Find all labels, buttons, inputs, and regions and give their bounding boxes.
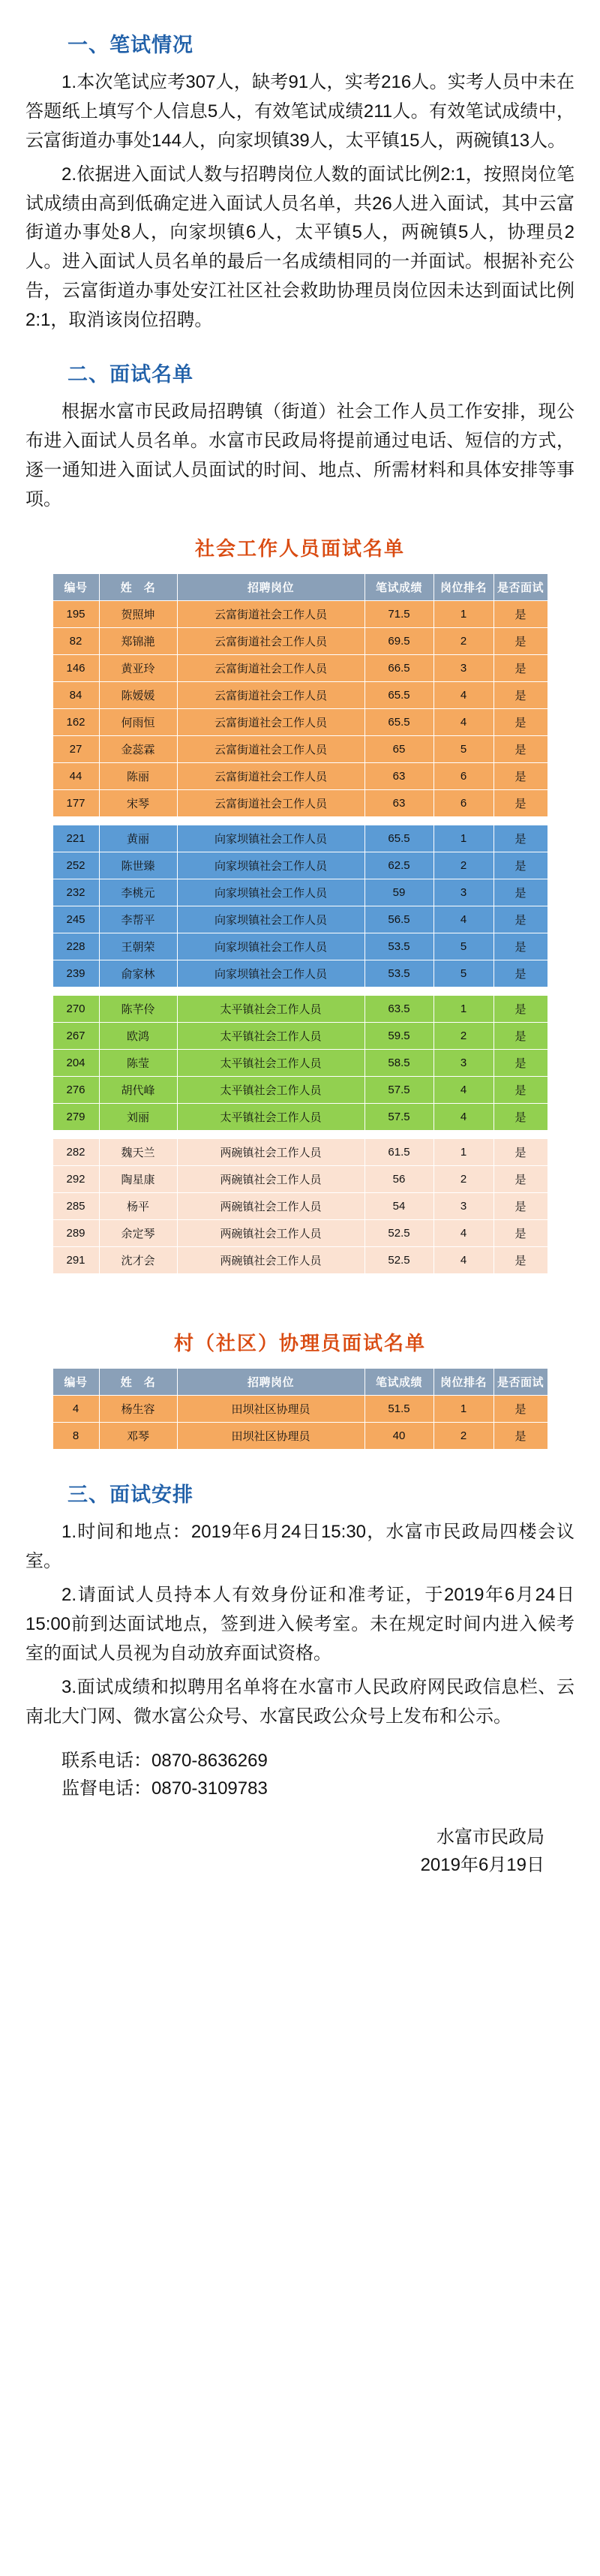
table-cell: 沈才会 xyxy=(99,1247,177,1274)
table-row xyxy=(52,736,548,763)
table-cell: 是 xyxy=(494,1193,548,1220)
table-cell: 1 xyxy=(434,1396,494,1423)
table1-header-cell: 编号 xyxy=(52,574,99,601)
table-cell: 杨生容 xyxy=(99,1396,177,1423)
table-row xyxy=(52,960,548,987)
table-cell: 61.5 xyxy=(364,1139,434,1166)
table-cell: 51.5 xyxy=(364,1396,434,1423)
table2-header-cell: 姓 名 xyxy=(99,1369,177,1396)
table-cell: 66.5 xyxy=(364,655,434,682)
paragraph-exam-2: 2.依据进入面试人数与招聘岗位人数的面试比例2:1，按照岗位笔试成绩由高到低确定进入面试人员名单，共26人进入面试，其中云富街道办事处8人，向家坝镇6人，太平镇5人，两碗镇5人，协理员2人。进入面试人员名单的最后一名成绩相同的一并面试。根据补充公告，云富街道办事处安江社区社会救助协理员岗位因未达到面试比例2:1，取消该岗位招聘。 xyxy=(26,164,574,330)
table-cell: 276 xyxy=(52,1077,99,1104)
table-cell: 289 xyxy=(52,1220,99,1247)
table-group-gap-cell xyxy=(52,987,548,996)
table-cell: 是 xyxy=(494,682,548,709)
table-cell: 1 xyxy=(434,1139,494,1166)
table-cell: 71.5 xyxy=(364,601,434,628)
signature-date: 2019年6月19日 xyxy=(420,1855,544,1876)
table-row xyxy=(52,825,548,852)
table-cell: 欧鸿 xyxy=(99,1023,177,1050)
table-cell: 6 xyxy=(434,790,494,817)
table-cell: 是 xyxy=(494,601,548,628)
table-cell: 是 xyxy=(494,1077,548,1104)
table-cell: 是 xyxy=(494,933,548,960)
table-cell: 195 xyxy=(52,601,99,628)
table-cell: 是 xyxy=(494,906,548,933)
table-cell: 4 xyxy=(434,906,494,933)
table-cell: 贺照坤 xyxy=(99,601,177,628)
table-cell: 陈芊伶 xyxy=(99,996,177,1023)
table-cell: 2 xyxy=(434,1166,494,1193)
table-cell: 57.5 xyxy=(364,1104,434,1131)
contact-phone: 联系电话：0870-8636269 xyxy=(62,1750,268,1771)
table-cell: 4 xyxy=(434,682,494,709)
table-row xyxy=(52,1220,548,1247)
coordinators-table xyxy=(52,1368,548,1450)
table-cell: 53.5 xyxy=(364,960,434,987)
table1-body xyxy=(52,601,548,1274)
table-cell: 221 xyxy=(52,825,99,852)
table-cell: 2 xyxy=(434,852,494,879)
table2-header-cell: 编号 xyxy=(52,1369,99,1396)
table-cell: 郑锦滟 xyxy=(99,628,177,655)
table-cell: 232 xyxy=(52,879,99,906)
table-cell: 黄丽 xyxy=(99,825,177,852)
table1-title: 社会工作人员面试名单 xyxy=(194,537,405,561)
table-cell: 太平镇社会工作人员 xyxy=(177,1050,364,1077)
table-cell: 是 xyxy=(494,1423,548,1450)
table-cell: 杨平 xyxy=(99,1193,177,1220)
table-cell: 是 xyxy=(494,655,548,682)
table-row xyxy=(52,1166,548,1193)
table-cell: 是 xyxy=(494,852,548,879)
table-row xyxy=(52,1247,548,1274)
section-heading-interview-list: 二、面试名单 xyxy=(68,362,194,386)
table-cell: 云富街道社会工作人员 xyxy=(177,736,364,763)
table-cell: 65.5 xyxy=(364,682,434,709)
table-cell: 54 xyxy=(364,1193,434,1220)
table-cell: 是 xyxy=(494,1166,548,1193)
paragraph-arrangement-1: 1.时间和地点：2019年6月24日15:30，水富市民政局四楼会议室。 xyxy=(26,1522,574,1572)
table-cell: 太平镇社会工作人员 xyxy=(177,996,364,1023)
table-cell: 270 xyxy=(52,996,99,1023)
table-cell: 太平镇社会工作人员 xyxy=(177,1077,364,1104)
table2-body xyxy=(52,1396,548,1450)
paragraph-arrangement-2: 2.请面试人员持本人有效身份证和准考证，于2019年6月24日15:00前到达面试地点，签到进入候考室。未在规定时间内进入候考室的面试人员视为自动放弃面试资格。 xyxy=(26,1585,574,1664)
supervision-phone: 监督电话：0870-3109783 xyxy=(62,1778,268,1799)
table-row xyxy=(52,601,548,628)
table-row xyxy=(52,709,548,736)
table-cell: 是 xyxy=(494,709,548,736)
spacer xyxy=(26,1802,574,1823)
table-cell: 292 xyxy=(52,1166,99,1193)
table2-header-cell: 招聘岗位 xyxy=(177,1369,364,1396)
table-cell: 3 xyxy=(434,879,494,906)
table-cell: 5 xyxy=(434,933,494,960)
table-cell: 63.5 xyxy=(364,996,434,1023)
table-cell: 是 xyxy=(494,628,548,655)
table-group-gap xyxy=(52,987,548,996)
table-cell: 63 xyxy=(364,790,434,817)
table-cell: 5 xyxy=(434,960,494,987)
table-cell: 云富街道社会工作人员 xyxy=(177,655,364,682)
table-cell: 是 xyxy=(494,960,548,987)
signature-organization: 水富市民政局 xyxy=(436,1826,544,1847)
table-cell: 向家坝镇社会工作人员 xyxy=(177,960,364,987)
table2-header-cell: 是否面试 xyxy=(494,1369,548,1396)
table-cell: 两碗镇社会工作人员 xyxy=(177,1247,364,1274)
table-cell: 两碗镇社会工作人员 xyxy=(177,1220,364,1247)
table-cell: 56.5 xyxy=(364,906,434,933)
table-cell: 何雨恒 xyxy=(99,709,177,736)
table-cell: 余定琴 xyxy=(99,1220,177,1247)
section-heading-exam: 一、笔试情况 xyxy=(68,34,194,56)
table-row xyxy=(52,655,548,682)
spacer xyxy=(26,1736,574,1747)
table-row xyxy=(52,1050,548,1077)
table-cell: 云富街道社会工作人员 xyxy=(177,601,364,628)
table-cell: 太平镇社会工作人员 xyxy=(177,1104,364,1131)
table-cell: 162 xyxy=(52,709,99,736)
table-row xyxy=(52,682,548,709)
table-cell: 4 xyxy=(434,1247,494,1274)
table-cell: 65 xyxy=(364,736,434,763)
table-cell: 56 xyxy=(364,1166,434,1193)
table-cell: 62.5 xyxy=(364,852,434,879)
table-cell: 2 xyxy=(434,1023,494,1050)
table-cell: 291 xyxy=(52,1247,99,1274)
table-cell: 刘丽 xyxy=(99,1104,177,1131)
table-cell: 两碗镇社会工作人员 xyxy=(177,1166,364,1193)
table-cell: 3 xyxy=(434,1193,494,1220)
table-cell: 陈嫒媛 xyxy=(99,682,177,709)
table-cell: 云富街道社会工作人员 xyxy=(177,763,364,790)
table-cell: 陶星康 xyxy=(99,1166,177,1193)
section-heading-arrangements: 三、面试安排 xyxy=(68,1483,194,1507)
table-cell: 是 xyxy=(494,1050,548,1077)
table-cell: 285 xyxy=(52,1193,99,1220)
table-cell: 陈丽 xyxy=(99,763,177,790)
paragraph-arrangement-3: 3.面试成绩和拟聘用名单将在水富市人民政府网民政信息栏、云南北大门网、微水富公众号、水富民政公众号上发布和公示。 xyxy=(26,1676,574,1727)
table-row xyxy=(52,1396,548,1423)
table-cell: 146 xyxy=(52,655,99,682)
table-cell: 282 xyxy=(52,1139,99,1166)
table-row xyxy=(52,1104,548,1131)
spacer xyxy=(26,1274,574,1309)
table-cell: 52.5 xyxy=(364,1220,434,1247)
table-row xyxy=(52,1193,548,1220)
social-workers-table xyxy=(52,573,548,1274)
table-cell: 1 xyxy=(434,825,494,852)
table-cell: 俞家林 xyxy=(99,960,177,987)
table-group-gap-cell xyxy=(52,817,548,825)
table-cell: 44 xyxy=(52,763,99,790)
table-cell: 3 xyxy=(434,655,494,682)
table-row xyxy=(52,790,548,817)
spacer xyxy=(26,340,574,350)
table-cell: 是 xyxy=(494,1247,548,1274)
table-cell: 58.5 xyxy=(364,1050,434,1077)
table-row xyxy=(52,1077,548,1104)
table-cell: 是 xyxy=(494,879,548,906)
table-cell: 向家坝镇社会工作人员 xyxy=(177,852,364,879)
table2-header-cell: 岗位排名 xyxy=(434,1369,494,1396)
table-group-gap xyxy=(52,817,548,825)
table-cell: 王朝荣 xyxy=(99,933,177,960)
table1-header-row xyxy=(52,574,548,601)
table1-header-cell: 笔试成绩 xyxy=(364,574,434,601)
table1-header-cell: 招聘岗位 xyxy=(177,574,364,601)
table-cell: 陈世臻 xyxy=(99,852,177,879)
table-row xyxy=(52,628,548,655)
table-cell: 4 xyxy=(434,1077,494,1104)
table-cell: 2 xyxy=(434,1423,494,1450)
table-cell: 是 xyxy=(494,1104,548,1131)
table-cell: 云富街道社会工作人员 xyxy=(177,628,364,655)
table-cell: 田坝社区协理员 xyxy=(177,1396,364,1423)
table-cell: 8 xyxy=(52,1423,99,1450)
table2-title: 村（社区）协理员面试名单 xyxy=(173,1332,426,1355)
table-cell: 69.5 xyxy=(364,628,434,655)
table-row xyxy=(52,879,548,906)
table-cell: 云富街道社会工作人员 xyxy=(177,709,364,736)
table-cell: 40 xyxy=(364,1423,434,1450)
table-cell: 黄亚玲 xyxy=(99,655,177,682)
table-cell: 两碗镇社会工作人员 xyxy=(177,1139,364,1166)
table-cell: 向家坝镇社会工作人员 xyxy=(177,906,364,933)
table-cell: 6 xyxy=(434,763,494,790)
table-cell: 是 xyxy=(494,825,548,852)
table-cell: 向家坝镇社会工作人员 xyxy=(177,933,364,960)
table-cell: 279 xyxy=(52,1104,99,1131)
table-row xyxy=(52,763,548,790)
table-cell: 太平镇社会工作人员 xyxy=(177,1023,364,1050)
table-cell: 82 xyxy=(52,628,99,655)
table-cell: 向家坝镇社会工作人员 xyxy=(177,825,364,852)
table-cell: 2 xyxy=(434,628,494,655)
table-cell: 金蕊霖 xyxy=(99,736,177,763)
table1-header-cell: 是否面试 xyxy=(494,574,548,601)
table-cell: 4 xyxy=(434,1104,494,1131)
table1-header-cell: 姓 名 xyxy=(99,574,177,601)
table-group-gap-cell xyxy=(52,1131,548,1139)
table-cell: 4 xyxy=(52,1396,99,1423)
table-cell: 5 xyxy=(434,736,494,763)
table-cell: 是 xyxy=(494,1023,548,1050)
table-cell: 53.5 xyxy=(364,933,434,960)
paragraph-interview-list: 根据水富市民政局招聘镇（街道）社会工作人员工作安排，现公布进入面试人员名单。水富市民政局将提前通过电话、短信的方式，逐一通知进入面试人员面试的时间、地点、所需材料和具体安排等事项。 xyxy=(26,401,574,509)
table-cell: 52.5 xyxy=(364,1247,434,1274)
table-cell: 4 xyxy=(434,1220,494,1247)
table-cell: 204 xyxy=(52,1050,99,1077)
table-cell: 252 xyxy=(52,852,99,879)
table-row xyxy=(52,1023,548,1050)
table1-header-cell: 岗位排名 xyxy=(434,574,494,601)
table-cell: 李桃元 xyxy=(99,879,177,906)
table-cell: 1 xyxy=(434,601,494,628)
table-cell: 84 xyxy=(52,682,99,709)
spacer xyxy=(26,1450,574,1471)
table-cell: 1 xyxy=(434,996,494,1023)
table-cell: 是 xyxy=(494,1396,548,1423)
table-cell: 陈莹 xyxy=(99,1050,177,1077)
table-cell: 向家坝镇社会工作人员 xyxy=(177,879,364,906)
table-cell: 3 xyxy=(434,1050,494,1077)
table-cell: 魏天兰 xyxy=(99,1139,177,1166)
table-row xyxy=(52,906,548,933)
paragraph-exam-1: 1.本次笔试应考307人，缺考91人，实考216人。实考人员中未在答题纸上填写个人信息5人，有效笔试成绩211人。有效笔试成绩中，云富街道办事处144人，向家坝镇39人，太平镇15人，两碗镇13人。 xyxy=(26,72,574,151)
table-cell: 65.5 xyxy=(364,709,434,736)
table2-header-row xyxy=(52,1369,548,1396)
table-cell: 胡代峰 xyxy=(99,1077,177,1104)
table-cell: 是 xyxy=(494,790,548,817)
table-cell: 云富街道社会工作人员 xyxy=(177,682,364,709)
table-cell: 两碗镇社会工作人员 xyxy=(177,1193,364,1220)
table-row xyxy=(52,996,548,1023)
table-cell: 邓琴 xyxy=(99,1423,177,1450)
table-cell: 云富街道社会工作人员 xyxy=(177,790,364,817)
table-cell: 是 xyxy=(494,763,548,790)
table-cell: 田坝社区协理员 xyxy=(177,1423,364,1450)
table-cell: 228 xyxy=(52,933,99,960)
table-cell: 是 xyxy=(494,996,548,1023)
table-row xyxy=(52,852,548,879)
table-cell: 63 xyxy=(364,763,434,790)
table-cell: 是 xyxy=(494,1139,548,1166)
table-cell: 4 xyxy=(434,709,494,736)
table-row xyxy=(52,1139,548,1166)
table-cell: 宋琴 xyxy=(99,790,177,817)
table-cell: 267 xyxy=(52,1023,99,1050)
table-cell: 245 xyxy=(52,906,99,933)
table-cell: 是 xyxy=(494,1220,548,1247)
table-cell: 177 xyxy=(52,790,99,817)
table-cell: 59.5 xyxy=(364,1023,434,1050)
table-cell: 65.5 xyxy=(364,825,434,852)
table-cell: 239 xyxy=(52,960,99,987)
table-cell: 27 xyxy=(52,736,99,763)
table-row xyxy=(52,933,548,960)
table-cell: 57.5 xyxy=(364,1077,434,1104)
table-group-gap xyxy=(52,1131,548,1139)
table2-header-cell: 笔试成绩 xyxy=(364,1369,434,1396)
table-cell: 是 xyxy=(494,736,548,763)
table-cell: 59 xyxy=(364,879,434,906)
table-row xyxy=(52,1423,548,1450)
table-cell: 李帮平 xyxy=(99,906,177,933)
